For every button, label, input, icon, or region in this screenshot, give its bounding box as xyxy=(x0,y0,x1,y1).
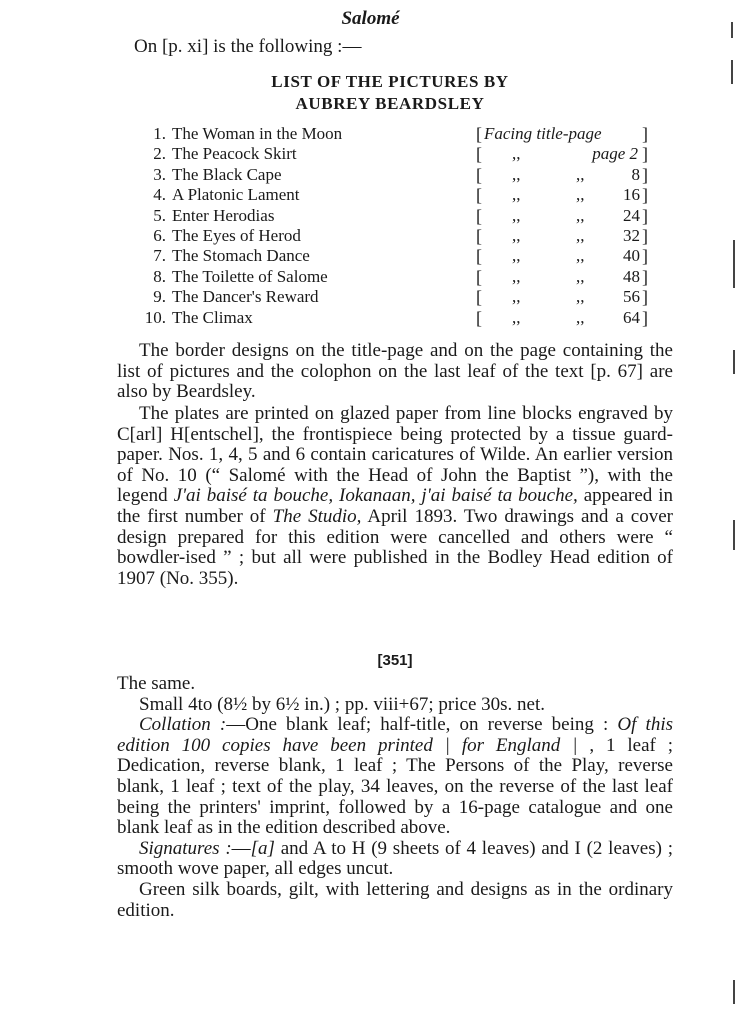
page-number: 16 xyxy=(623,185,640,205)
scan-mark xyxy=(733,520,735,550)
list-item-number: 6. xyxy=(153,225,166,245)
ditto-mark: ,, xyxy=(576,205,585,225)
bracket-left: [ xyxy=(476,307,482,328)
bracket-left: [ xyxy=(476,225,482,246)
list-item-title: The Climax xyxy=(172,307,253,327)
scan-mark xyxy=(733,350,735,374)
plates-text-c: April 1893. Two drawings and a cover design prepared for this edition were cancelled and others were “ bowdler-ised ” ; but all were published in the Bodley Head edition of 1907 (No. 355). xyxy=(117,505,673,589)
list-item-title: The Stomach Dance xyxy=(172,246,310,266)
list-item-number: 8. xyxy=(153,266,166,286)
list-item xyxy=(130,267,660,287)
page-number: 24 xyxy=(623,205,640,225)
collation-text-a: —One blank leaf; half-title, on reverse being : xyxy=(226,714,618,736)
list-item-number: 7. xyxy=(153,246,166,266)
entry-description xyxy=(117,674,673,921)
list-item xyxy=(130,144,660,164)
entry-signatures xyxy=(117,839,673,880)
list-item xyxy=(130,308,660,328)
page-number: 40 xyxy=(623,246,640,266)
bracket-right: ] xyxy=(642,185,648,206)
collation-text-b: , 1 leaf ; Dedication, reverse blank, 1 leaf ; The Persons of the Play, reverse blank, 1 leaf ; text of the play, 34 leaves, on the reverse of the last leaf being the printers' imprint, followed by a 16-page catalogue and one blank leaf as in the edition described above. xyxy=(117,734,673,839)
list-item-number: 3. xyxy=(153,164,166,184)
list-item-title: The Eyes of Herod xyxy=(172,225,301,245)
page-number: 48 xyxy=(623,266,640,286)
plates-text xyxy=(117,404,673,589)
bracket-right: ] xyxy=(642,124,648,144)
list-item-title: Enter Herodias xyxy=(172,205,275,225)
border-designs-text: The border designs on the title-page and on the page containing the list of pictures and the colophon on the last leaf of the text [p. 67] are also by Beardsley. xyxy=(117,340,673,403)
ditto-mark: ,, xyxy=(512,307,521,327)
legend-text: J'ai baisé ta bouche, Iokanaan, j'ai baisé ta bouche, xyxy=(173,485,578,507)
bracket-right: ] xyxy=(642,266,648,287)
bracket-right: ] xyxy=(642,205,648,226)
entry-binding: Green silk boards, gilt, with lettering and designs as in the ordinary edition. xyxy=(117,878,673,921)
signatures-text: and A to H (9 sheets of 4 leaves) and I (2 leaves) ; smooth wove paper, all edges uncut. xyxy=(117,837,673,880)
running-title: Salomé xyxy=(341,8,400,29)
bracket-right: ] xyxy=(642,307,648,328)
bracket-right: ] xyxy=(642,225,648,246)
list-item-title: The Peacock Skirt xyxy=(172,144,297,164)
bracket-left: [ xyxy=(476,124,482,144)
signatures-label: Signatures : xyxy=(139,837,232,859)
list-item-number: 9. xyxy=(153,287,166,307)
list-item-title: A Platonic Lament xyxy=(172,185,300,205)
list-item-number: 5. xyxy=(153,205,166,225)
plates-text-b: appeared in the first number of xyxy=(117,485,673,527)
list-item-title: The Dancer's Reward xyxy=(172,287,319,307)
bracket-left: [ xyxy=(476,144,482,165)
ditto-mark: ,, xyxy=(512,266,521,286)
ditto-mark: ,, xyxy=(512,205,521,225)
signatures-a: [a] xyxy=(250,837,275,859)
scan-mark xyxy=(733,980,735,1004)
entry-number: [351] xyxy=(377,652,413,669)
entry-collation xyxy=(117,715,673,839)
collation-quote: Of this edition 100 copies have been printed | for England | xyxy=(117,714,674,756)
list-title-line-1: LIST OF THE PICTURES BY xyxy=(271,72,509,91)
collation-label: Collation : xyxy=(139,714,227,736)
list-item xyxy=(130,165,660,185)
list-item xyxy=(130,226,660,246)
list-title-line-2: AUBREY BEARDSLEY xyxy=(295,94,485,113)
ditto-mark: ,, xyxy=(512,287,521,307)
paragraph-border-designs xyxy=(117,341,673,403)
bracket-left: [ xyxy=(476,205,482,226)
page-number: 32 xyxy=(623,225,640,245)
scan-mark xyxy=(733,240,735,288)
journal-title: The Studio, xyxy=(272,505,362,527)
scan-mark xyxy=(731,22,733,38)
bracket-right: ] xyxy=(642,246,648,267)
intro-line: On [p. xi] is the following :— xyxy=(134,36,362,57)
bracket-left: [ xyxy=(476,164,482,185)
list-item xyxy=(130,206,660,226)
ditto-mark: ,, xyxy=(512,185,521,205)
pictures-list xyxy=(130,124,660,328)
list-item xyxy=(130,185,660,205)
list-item-number: 2. xyxy=(153,144,166,164)
entry-same: The same. xyxy=(117,673,196,694)
ditto-mark: ,, xyxy=(512,164,521,184)
list-item xyxy=(130,287,660,307)
bracket-left: [ xyxy=(476,287,482,308)
ditto-mark: ,, xyxy=(576,287,585,307)
paragraph-plates xyxy=(117,404,673,589)
ditto-mark: ,, xyxy=(512,225,521,245)
signatures-dash: — xyxy=(231,837,251,859)
ditto-mark: ,, xyxy=(576,307,585,327)
plates-text-a: The plates are printed on glazed paper from line blocks engraved by C[arl] H[entschel], the frontispiece being protected by a tissue guard-paper. Nos. 1, 4, 5 and 6 contain caricatures of Wilde. An earlier version of No. 10 (“ Salomé with the Head of John the Baptist ”), with the legend xyxy=(117,403,673,507)
ditto-mark: ,, xyxy=(576,225,585,245)
bracket-right: ] xyxy=(642,164,648,185)
ditto-mark: ,, xyxy=(512,246,521,266)
list-item-number: 10. xyxy=(144,307,166,327)
ditto-mark: ,, xyxy=(576,246,585,266)
reference-text: page 2 xyxy=(592,144,638,164)
ditto-mark: ,, xyxy=(512,144,521,164)
ditto-mark: ,, xyxy=(576,185,585,205)
reference-text: Facing title-page xyxy=(484,124,602,143)
ditto-mark: ,, xyxy=(576,164,585,184)
page-number: 64 xyxy=(623,307,640,327)
ditto-mark: ,, xyxy=(576,266,585,286)
list-item-title: The Black Cape xyxy=(172,164,282,184)
entry-format: Small 4to (8½ by 6½ in.) ; pp. viii+67; price 30s. net. xyxy=(139,693,545,715)
list-item-title: The Toilette of Salome xyxy=(172,266,328,286)
list-item xyxy=(130,124,660,144)
bracket-left: [ xyxy=(476,266,482,287)
scan-mark xyxy=(731,60,733,84)
list-item-number: 4. xyxy=(153,185,166,205)
list-item-number: 1. xyxy=(153,124,166,143)
bracket-right: ] xyxy=(642,144,648,165)
list-item xyxy=(130,246,660,266)
page-number: 56 xyxy=(623,287,640,307)
bracket-right: ] xyxy=(642,287,648,308)
list-item-title: The Woman in the Moon xyxy=(172,124,343,143)
bracket-left: [ xyxy=(476,185,482,206)
bracket-left: [ xyxy=(476,246,482,267)
page-number: 8 xyxy=(631,164,640,184)
